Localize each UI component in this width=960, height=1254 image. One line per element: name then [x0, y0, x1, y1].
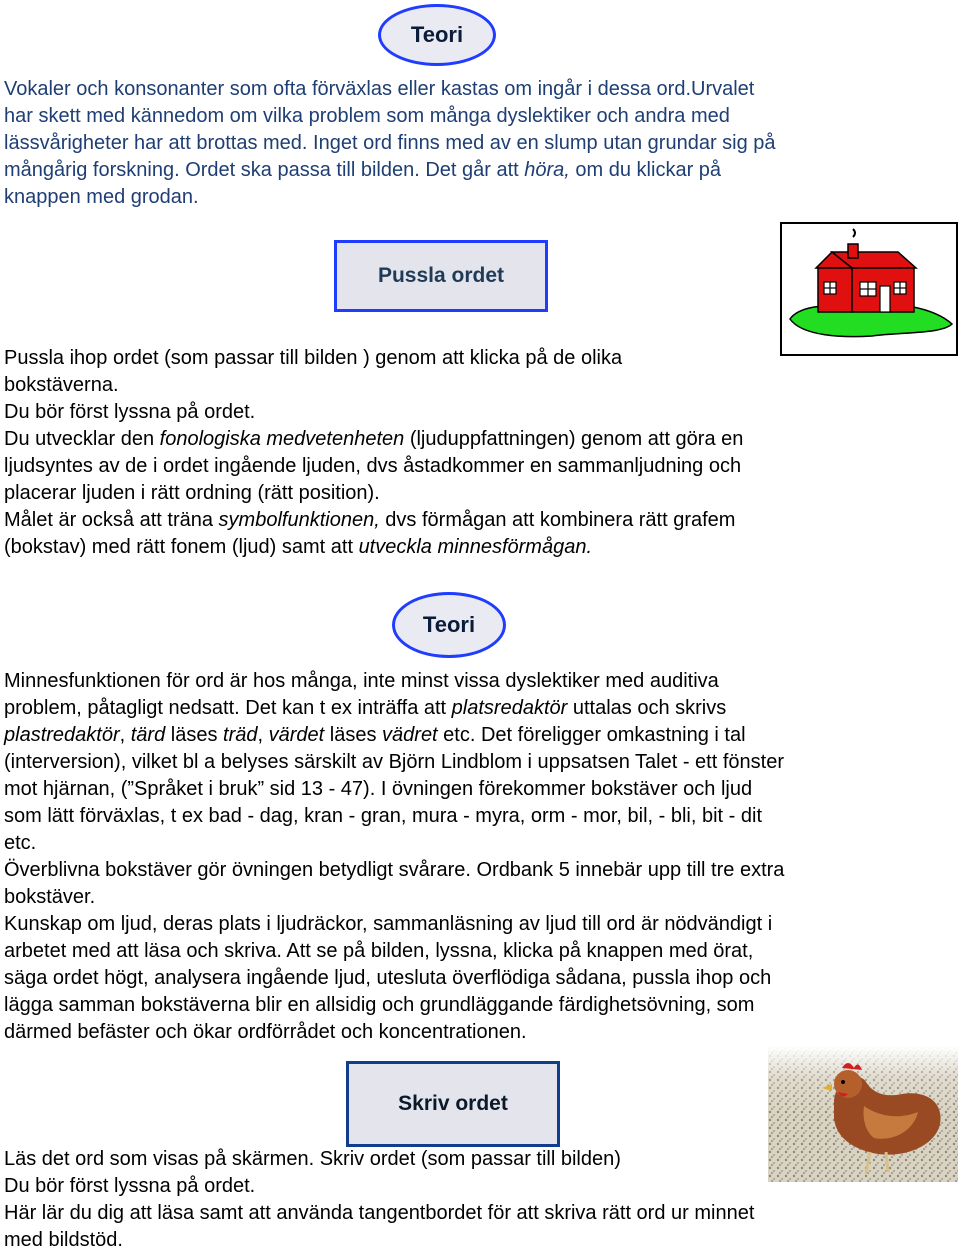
teori-line-5: mot hjärnan, (”Språket i bruk” sid 13 - 47). I övningen förekommer bokstäver och ljud	[4, 778, 753, 800]
teori-line-12: säga ordet högt, analysera ingående ljud, utesluta överflödiga sådana, pussla ihop och	[4, 967, 772, 989]
pussla-line-2: bokstäverna.	[4, 374, 119, 396]
teori-line-2-b: platsredaktör	[451, 697, 568, 719]
teori-button-label: Teori	[410, 22, 464, 47]
pussla-ordet-label: Pussla ordet	[377, 264, 505, 287]
pussla-line-7-c: dvs förmågan att kombinera rätt grafem	[379, 509, 736, 531]
teori-line-10: Kunskap om ljud, deras plats i ljudräckor, sammanläsning av ljud till ord är nödvändigt i	[4, 913, 773, 935]
house-illustration	[782, 224, 956, 354]
pussla-line-4-c: (ljuduppfattningen) genom att göra en	[404, 428, 744, 450]
teori-line-3-h: läses	[324, 724, 383, 746]
teori-line-3-j: etc. Det föreligger omkastning i tal	[437, 724, 746, 746]
teori-line-3-b: ,	[119, 724, 131, 746]
teori-line-3-c: tärd	[130, 724, 166, 746]
teori-button-2-label: Teori	[422, 612, 476, 637]
skriv-ordet-button[interactable]	[346, 1061, 560, 1147]
pussla-line-4	[4, 426, 954, 453]
teori-line-3-f: ,	[257, 724, 269, 746]
teori-paragraph	[4, 668, 954, 1046]
pussla-line-6: placerar ljuden i rätt ordning (rätt position).	[4, 482, 380, 504]
intro-line-2: har skett med kännedom om vilka problem som många dyslektiker och andra med	[4, 105, 730, 127]
teori-line-4: (interversion), vilket bl a belyses särskilt av Björn Lindblom i uppsatsen Talet - ett fönster	[4, 751, 784, 773]
pussla-ordet-button[interactable]	[334, 240, 548, 312]
pussla-line-7-a: Målet är också att träna	[4, 509, 219, 531]
pussla-line-3: Du bör först lyssna på ordet.	[4, 401, 256, 423]
pussla-line-8-b: utveckla minnesförmågan.	[358, 536, 593, 558]
teori-line-7: etc.	[4, 832, 37, 854]
pussla-line-8	[4, 534, 954, 561]
teori-line-2-c: uttalas och skrivs	[567, 697, 727, 719]
teori-line-3	[4, 722, 954, 749]
teori-line-8: Överblivna bokstäver gör övningen betydligt svårare. Ordbank 5 innebär upp till tre extra	[4, 859, 785, 881]
intro-line-4-a: mångårig forskning. Ordet ska passa till bilden. Det går att	[4, 159, 525, 181]
teori-line-3-g: värdet	[268, 724, 325, 746]
intro-hora: höra,	[524, 159, 570, 181]
pussla-line-8-a: (bokstav) med rätt fonem (ljud) samt att	[4, 536, 359, 558]
intro-line-4-c: om du klickar på	[569, 159, 722, 181]
teori-button[interactable]	[378, 4, 496, 66]
teori-line-3-a: plastredaktör	[4, 724, 120, 746]
pussla-line-4-a: Du utvecklar den	[4, 428, 160, 450]
teori-line-2	[4, 695, 954, 722]
teori-button-2[interactable]	[392, 592, 506, 658]
pussla-line-4-b: fonologiska medvetenheten	[159, 428, 405, 450]
pussla-line-1: Pussla ihop ordet (som passar till bilden ) genom att klicka på de olika	[4, 347, 623, 369]
teori-line-3-d: läses	[165, 724, 224, 746]
teori-line-2-a: problem, påtagligt nedsatt. Det kan t ex inträffa att	[4, 697, 452, 719]
intro-line-4	[4, 157, 944, 184]
pussla-line-7-b: symbolfunktionen,	[218, 509, 380, 531]
skriv-paragraph	[4, 1146, 954, 1254]
skriv-line-2: Du bör först lyssna på ordet.	[4, 1175, 256, 1197]
intro-line-5: knappen med grodan.	[4, 186, 199, 208]
intro-line-1: Vokaler och konsonanter som ofta förväxlas eller kastas om ingår i dessa ord.Urvalet	[4, 78, 755, 100]
pussla-line-5: ljudsyntes av de i ordet ingående ljuden, dvs åstadkommer en sammanljudning och	[4, 455, 742, 477]
teori-line-9: bokstäver.	[4, 886, 96, 908]
skriv-line-1: Läs det ord som visas på skärmen. Skriv ordet (som passar till bilden)	[4, 1148, 621, 1170]
teori-line-3-i: vädret	[382, 724, 438, 746]
teori-line-14: därmed befäster och ökar ordförrådet och koncentrationen.	[4, 1021, 527, 1043]
skriv-line-4: med bildstöd.	[4, 1229, 123, 1251]
intro-paragraph	[4, 76, 944, 211]
pussla-line-7	[4, 507, 954, 534]
house-picture	[780, 222, 958, 356]
skriv-ordet-label: Skriv ordet	[398, 1092, 508, 1115]
pussla-paragraph	[4, 345, 954, 561]
teori-line-13: lägga samman bokstäverna blir en allsidig och grundläggande färdighetsövning, som	[4, 994, 755, 1016]
intro-line-3: lässvårigheter har att brottas med. Inget ord finns med av en slump utan grundar sig på	[4, 132, 776, 154]
teori-line-1: Minnesfunktionen för ord är hos många, inte minst vissa dyslektiker med auditiva	[4, 670, 719, 692]
teori-line-3-e: träd	[223, 724, 258, 746]
skriv-line-3: Här lär du dig att läsa samt att använda tangentbordet för att skriva rätt ord ur minnet	[4, 1202, 755, 1224]
teori-line-6: som lätt förväxlas, t ex bad - dag, kran - gran, mura - myra, orm - mor, bil, - bli, bit - dit	[4, 805, 763, 827]
teori-line-11: arbetet med att läsa och skriva. Att se på bilden, lyssna, klicka på knappen med örat,	[4, 940, 754, 962]
